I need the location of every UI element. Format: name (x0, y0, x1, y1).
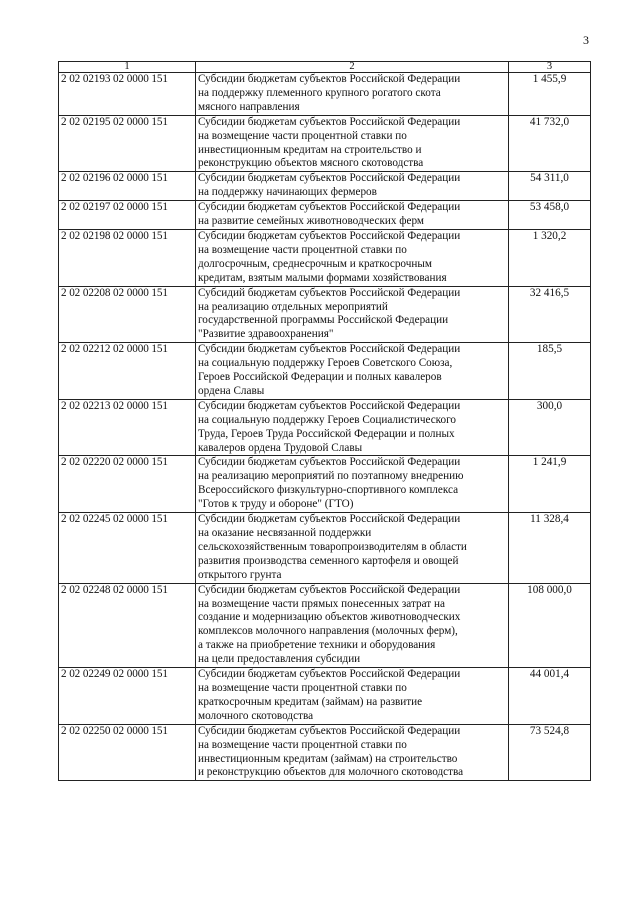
description-line: Субсидии бюджетам субъектов Российской Федерации (198, 724, 461, 737)
table-row (59, 456, 591, 513)
budget-code-cell: 2 02 02245 02 0000 151 (59, 513, 196, 584)
table-row (59, 583, 591, 667)
description-line: а также на приобретение техники и оборудования (198, 639, 436, 652)
description-line: на возмещение части процентной ставки по (198, 129, 407, 142)
description-line: на социальную поддержку Героев Советского Союза, (198, 357, 453, 370)
description-line: краткосрочным кредитам (займам) на развитие (198, 695, 423, 708)
description-line: долгосрочным, среднесрочным и краткосрочным (198, 257, 432, 270)
amount-cell: 11 328,4 (509, 513, 591, 584)
description-line: кредитам, взятым малыми формами хозяйствования (198, 271, 447, 284)
description-cell (196, 456, 509, 513)
amount-cell: 300,0 (509, 399, 591, 456)
table-row (59, 115, 591, 172)
description-line: Субсидии бюджетам субъектов Российской Федерации (198, 343, 461, 356)
description-line: сельскохозяйственным товаропроизводителям в области (198, 540, 467, 553)
table-row (59, 724, 591, 781)
description-cell (196, 229, 509, 286)
description-line: Субсидий бюджетам субъектов Российской Федерации (198, 286, 461, 299)
description-line: на возмещение части процентной ставки по (198, 243, 407, 256)
table-row (59, 172, 591, 201)
description-line: на реализацию отдельных мероприятий (198, 300, 388, 313)
description-cell (196, 115, 509, 172)
description-line: инвестиционным кредитам (займам) на строительство (198, 752, 458, 765)
column-header-amount: 3 (509, 62, 591, 73)
description-line: на возмещение части процентной ставки по (198, 681, 407, 694)
budget-code-cell: 2 02 02248 02 0000 151 (59, 583, 196, 667)
budget-code-cell: 2 02 02213 02 0000 151 (59, 399, 196, 456)
table-row (59, 73, 591, 116)
description-cell (196, 73, 509, 116)
description-line: молочного скотоводства (198, 709, 314, 722)
description-line: на поддержку начинающих фермеров (198, 186, 377, 199)
description-line: создание и модернизацию объектов животноводческих (198, 611, 461, 624)
table-header-row (59, 62, 591, 73)
description-line: на развитие семейных животноводческих ферм (198, 215, 425, 228)
table-row (59, 201, 591, 230)
description-line: Субсидии бюджетам субъектов Российской Федерации (198, 172, 461, 185)
page-number: 3 (583, 33, 589, 47)
amount-cell: 108 000,0 (509, 583, 591, 667)
budget-code-cell: 2 02 02220 02 0000 151 (59, 456, 196, 513)
budget-code-cell: 2 02 02198 02 0000 151 (59, 229, 196, 286)
description-line: на социальную поддержку Героев Социалистического (198, 413, 457, 426)
description-line: ордена Славы (198, 384, 265, 397)
description-line: Героев Российской Федерации и полных кавалеров (198, 371, 442, 384)
budget-code-cell: 2 02 02195 02 0000 151 (59, 115, 196, 172)
description-line: Субсидии бюджетам субъектов Российской Федерации (198, 201, 461, 214)
table-row (59, 513, 591, 584)
description-line: на цели предоставления субсидии (198, 653, 361, 666)
description-cell (196, 172, 509, 201)
description-line: Субсидии бюджетам субъектов Российской Федерации (198, 668, 461, 681)
description-line: на поддержку племенного крупного рогатого скота (198, 86, 441, 99)
description-line: Субсидии бюджетам субъектов Российской Федерации (198, 456, 461, 469)
description-line: на возмещение части процентной ставки по (198, 738, 407, 751)
description-line: на реализацию мероприятий по поэтапному внедрению (198, 470, 464, 483)
description-line: открытого грунта (198, 568, 282, 581)
table-row (59, 229, 591, 286)
description-cell (196, 583, 509, 667)
description-line: кавалеров ордена Трудовой Славы (198, 441, 363, 454)
description-cell (196, 668, 509, 725)
description-line: развития производства семенного картофеля и овощей (198, 554, 459, 567)
budget-code-cell: 2 02 02193 02 0000 151 (59, 73, 196, 116)
description-line: "Развитие здравоохранения" (198, 328, 334, 341)
description-cell (196, 286, 509, 343)
description-line: и реконструкцию объектов для молочного скотоводства (198, 766, 464, 779)
budget-code-cell: 2 02 02197 02 0000 151 (59, 201, 196, 230)
description-line: Всероссийского физкультурно-спортивного комплекса (198, 484, 459, 497)
description-line: Субсидии бюджетам субъектов Российской Федерации (198, 399, 461, 412)
column-header-code: 1 (59, 62, 196, 73)
table-body (59, 73, 591, 781)
description-cell (196, 343, 509, 400)
amount-cell: 185,5 (509, 343, 591, 400)
description-line: Субсидии бюджетам субъектов Российской Федерации (198, 513, 461, 526)
column-header-description: 2 (196, 62, 509, 73)
budget-code-cell: 2 02 02212 02 0000 151 (59, 343, 196, 400)
budget-code-cell: 2 02 02250 02 0000 151 (59, 724, 196, 781)
description-line: государственной программы Российской Федерации (198, 314, 449, 327)
description-line: реконструкцию объектов мясного скотоводства (198, 157, 424, 170)
description-line: "Готов к труду и обороне" (ГТО) (198, 498, 354, 511)
description-line: Субсидии бюджетам субъектов Российской Федерации (198, 229, 461, 242)
description-line: Субсидии бюджетам субъектов Российской Федерации (198, 115, 461, 128)
budget-code-cell: 2 02 02249 02 0000 151 (59, 668, 196, 725)
amount-cell: 73 524,8 (509, 724, 591, 781)
description-line: на оказание несвязанной поддержки (198, 527, 372, 539)
description-cell (196, 201, 509, 230)
amount-cell: 32 416,5 (509, 286, 591, 343)
amount-cell: 44 001,4 (509, 668, 591, 725)
description-line: мясного направления (198, 100, 300, 113)
description-line: инвестиционным кредитам на строительство и (198, 143, 422, 156)
description-line: на возмещение части прямых понесенных затрат на (198, 597, 445, 610)
amount-cell: 1 455,9 (509, 73, 591, 116)
table-row (59, 399, 591, 456)
description-line: Субсидии бюджетам субъектов Российской Федерации (198, 73, 461, 85)
table-row (59, 668, 591, 725)
amount-cell: 1 241,9 (509, 456, 591, 513)
table-row (59, 286, 591, 343)
budget-code-cell: 2 02 02196 02 0000 151 (59, 172, 196, 201)
amount-cell: 53 458,0 (509, 201, 591, 230)
description-line: Труда, Героев Труда Российской Федерации и полных (198, 427, 455, 440)
description-line: комплексов молочного направления (молочных ферм), (198, 625, 458, 638)
budget-code-cell: 2 02 02208 02 0000 151 (59, 286, 196, 343)
description-cell (196, 513, 509, 584)
table-row (59, 343, 591, 400)
amount-cell: 54 311,0 (509, 172, 591, 201)
description-cell (196, 399, 509, 456)
description-line: Субсидии бюджетам субъектов Российской Федерации (198, 583, 461, 596)
budget-table (58, 61, 591, 781)
amount-cell: 41 732,0 (509, 115, 591, 172)
description-cell (196, 724, 509, 781)
amount-cell: 1 320,2 (509, 229, 591, 286)
